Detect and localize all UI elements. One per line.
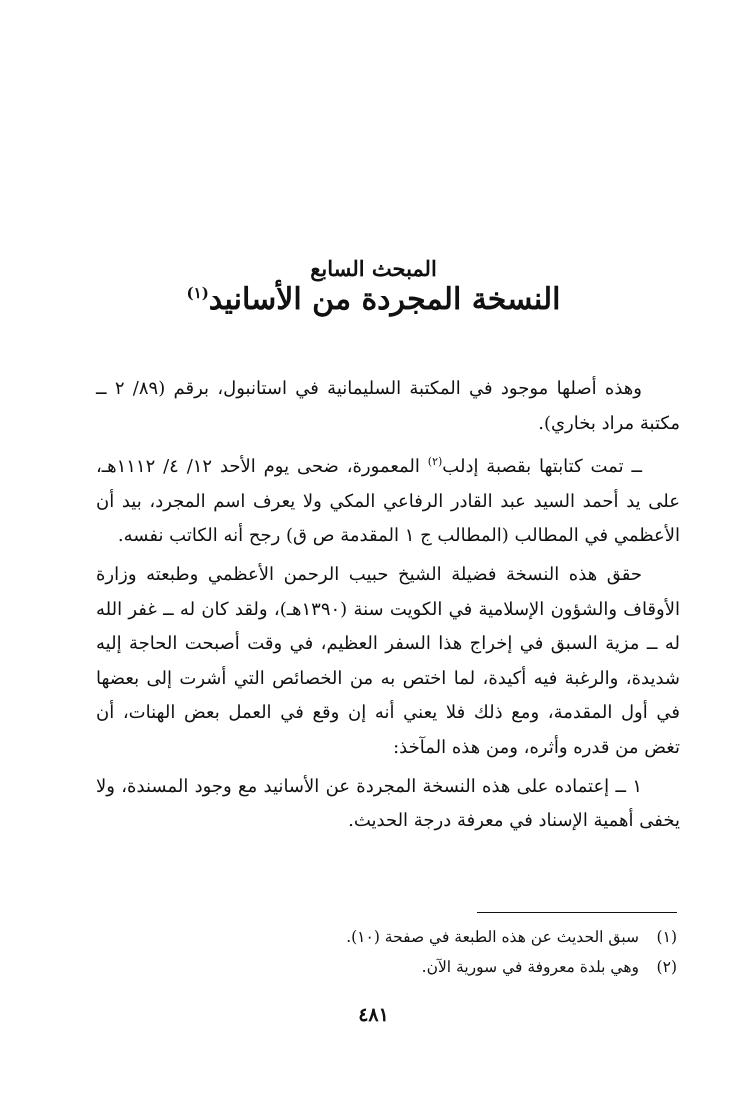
body-text xyxy=(96,372,680,843)
footnote-number: (١) xyxy=(656,928,677,946)
footnote-divider xyxy=(477,912,677,913)
paragraph-location: وهذه أصلها موجود في المكتبة السليمانية في استانبول، برقم (٨٩/ ٢ ــ مكتبة مراد بخاري). xyxy=(96,378,680,434)
footnote-number: (٢) xyxy=(656,958,677,976)
page-number: ٤٨١ xyxy=(358,1004,389,1026)
section-label: المبحث السابع xyxy=(310,256,437,281)
paragraph-edition: حقق هذه النسخة فضيلة الشيخ حبيب الرحمن الأعظمي وطبعته وزارة الأوقاف والشؤون الإسلامية في الكويت سنة (١٣٩٠هـ)، ولقد كان له ــ غفر الله له ــ مزية السبق في إخراج هذا السفر العظيم، في وقت أصبحت الحاجة إليه شديدة، والرغبة فيه أكيدة، لما اختص به من الخصائص التي أشرت إلى بعضها في أول المقدمة، ومع ذلك فلا يعني أنه إن وقع في العمل بعض الهنات، أن تغض من قدره وأثره، ومن هذه المآخذ: xyxy=(96,563,680,758)
paragraph-copying-start: ــ تمت كتابتها بقصبة إدلب xyxy=(442,456,642,478)
inline-footnote-marker: (٢) xyxy=(427,455,443,469)
footnote-item xyxy=(157,952,677,982)
footnotes xyxy=(157,922,677,982)
title-footnote-marker: (١) xyxy=(186,284,209,302)
page-title xyxy=(0,282,747,317)
title-text: النسخة المجردة من الأسانيد xyxy=(208,282,561,317)
footnote-text: سبق الحديث عن هذه الطبعة في صفحة (١٠). xyxy=(346,928,639,946)
footnote-text: وهي بلدة معروفة في سورية الآن. xyxy=(421,958,639,976)
paragraph-point-one: ١ ــ إعتماده على هذه النسخة المجردة عن الأسانيد مع وجود المسندة، ولا يخفى أهمية الإسناد في معرفة درجة الحديث. xyxy=(96,775,680,832)
paragraph-copying xyxy=(96,445,680,554)
paragraph-copying-rest: المعمورة، ضحى يوم الأحد ١٢/ ٤/ ١١١٢هـ، على يد أحمد السيد عبد القادر الرفاعي المكي ولا يعرف اسم المجرد، بيد أن الأعظمي في المطالب (المطالب ج ١ المقدمة ص ق) رجح أنه الكاتب نفسه. xyxy=(96,456,680,547)
footnote-item xyxy=(157,922,677,952)
